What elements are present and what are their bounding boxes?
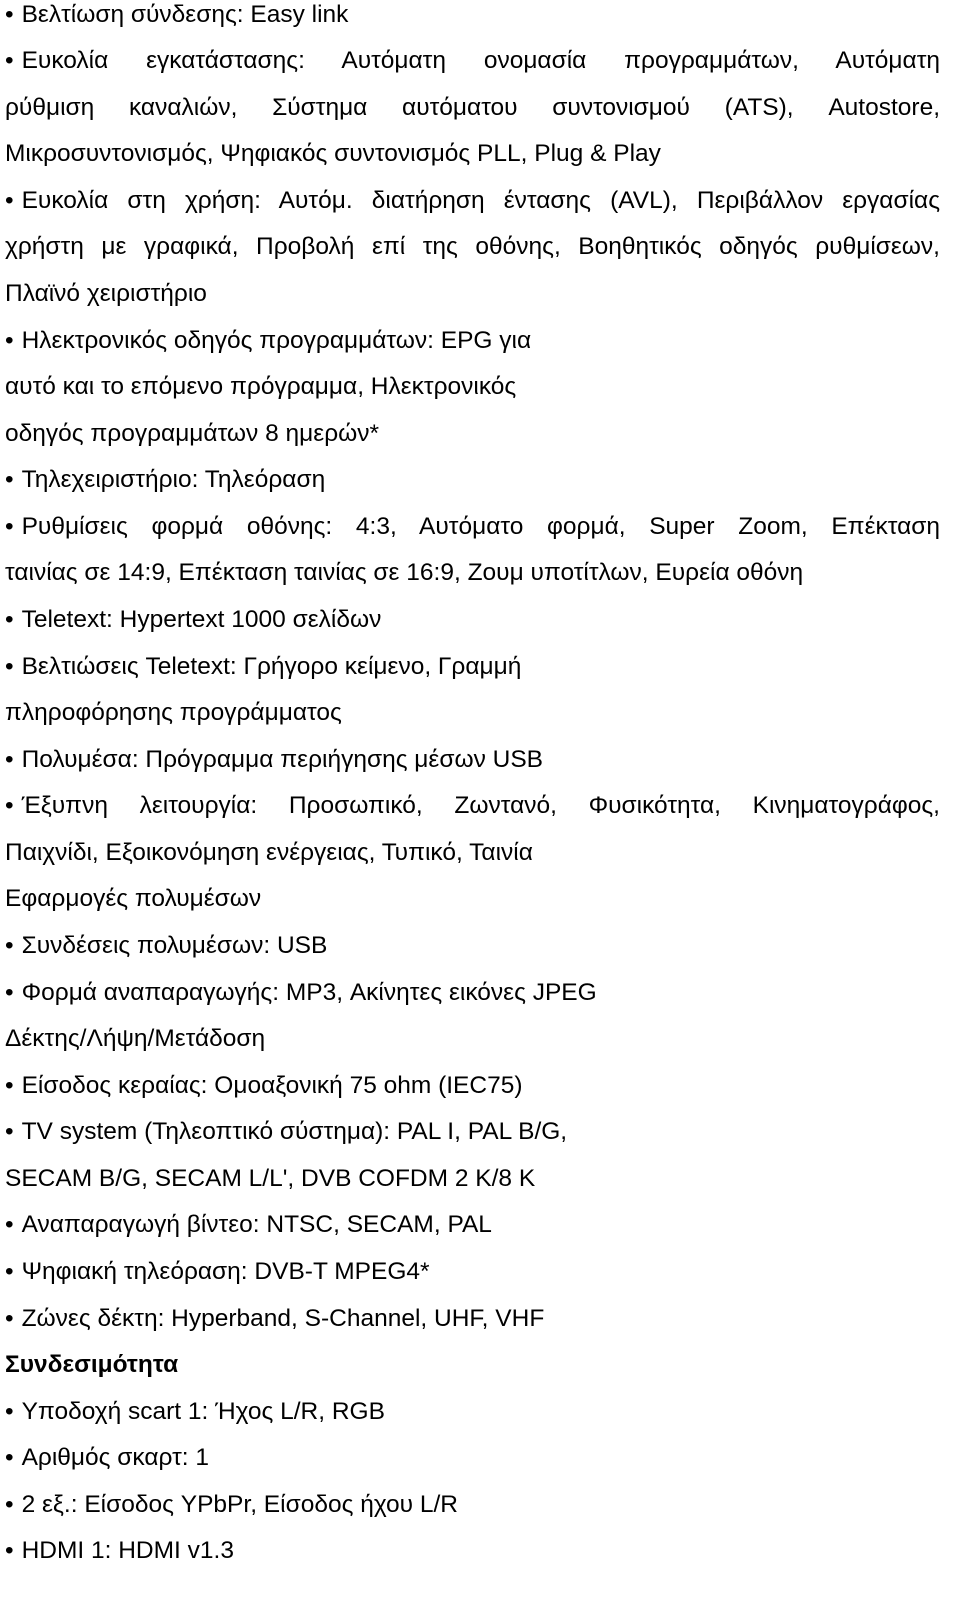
doc-line-24: • Είσοδος κεραίας: Ομοαξονική 75 ohm (IEC75)	[5, 1072, 523, 1099]
doc-line-31: • Υποδοχή scart 1: Ήχος L/R, RGB	[5, 1398, 385, 1425]
bullet: •	[5, 47, 14, 74]
bullet: •	[5, 1444, 14, 1471]
bullet: •	[5, 792, 14, 819]
bullet: •	[5, 653, 14, 680]
bullet: •	[5, 932, 14, 959]
doc-line-11: • Τηλεχειριστήριο: Τηλεόραση	[5, 466, 326, 493]
doc-line-28: • Ψηφιακή τηλεόραση: DVB-T MPEG4*	[5, 1258, 430, 1285]
bullet: •	[5, 466, 14, 493]
doc-line-29: • Ζώνες δέκτη: Hyperband, S-Channel, UHF, VHF	[5, 1305, 545, 1332]
doc-line-27: • Αναπαραγωγή βίντεο: NTSC, SECAM, PAL	[5, 1211, 492, 1238]
doc-line-17: • Πολυμέσα: Πρόγραμμα περιήγησης μέσων USB	[5, 746, 544, 773]
bullet: •	[5, 187, 14, 214]
doc-line-13: ταινίας σε 14:9, Επέκταση ταινίας σε 16:9, Ζουμ υποτίτλων, Ευρεία οθόνη	[5, 559, 804, 586]
doc-line-23: Δέκτης/Λήψη/Μετάδοση	[5, 1025, 266, 1052]
bullet: •	[5, 979, 14, 1006]
doc-line-32: • Αριθμός σκαρτ: 1	[5, 1444, 210, 1471]
doc-line-9: αυτό και το επόμενο πρόγραμμα, Ηλεκτρονικός	[5, 373, 517, 400]
doc-line-26: SECAM B/G, SECAM L/L', DVB COFDM 2 K/8 K	[5, 1165, 536, 1192]
doc-line-2: • Ευκολία εγκατάστασης: Αυτόματη ονομασία προγραμμάτων, Αυτόματη	[5, 47, 940, 74]
bullet: •	[5, 1, 14, 28]
doc-line-12: • Ρυθμίσεις φορμά οθόνης: 4:3, Αυτόματο φορμά, Super Zoom, Επέκταση	[5, 513, 940, 540]
doc-line-25: • TV system (Τηλεοπτικό σύστημα): PAL I, PAL B/G,	[5, 1118, 568, 1145]
bullet: •	[5, 513, 14, 540]
doc-line-7: Πλαϊνό χειριστήριο	[5, 280, 207, 307]
doc-line-6: χρήστη με γραφικά, Προβολή επί της οθόνης, Βοηθητικός οδηγός ρυθμίσεων,	[5, 233, 940, 260]
bullet: •	[5, 1305, 14, 1332]
doc-line-21: • Συνδέσεις πολυμέσων: USB	[5, 932, 328, 959]
doc-line-33: • 2 εξ.: Είσοδος YPbPr, Είσοδος ήχου L/R	[5, 1491, 458, 1518]
doc-line-10: οδηγός προγραμμάτων 8 ημερών*	[5, 420, 380, 447]
doc-line-18: • Έξυπνη λειτουργία: Προσωπικό, Ζωντανό, Φυσικότητα, Κινηματογράφος,	[5, 792, 940, 819]
doc-line-20: Εφαρμογές πολυμέσων	[5, 885, 262, 912]
doc-line-3: ρύθμιση καναλιών, Σύστημα αυτόματου συντονισμού (ATS), Autostore,	[5, 94, 940, 121]
bullet: •	[5, 1491, 14, 1518]
bullet: •	[5, 1072, 14, 1099]
bullet: •	[5, 1118, 14, 1145]
bullet: •	[5, 606, 14, 633]
bullet: •	[5, 1211, 14, 1238]
doc-line-19: Παιχνίδι, Εξοικονόμηση ενέργειας, Τυπικό, Ταινία	[5, 839, 533, 866]
doc-line-14: • Teletext: Hypertext 1000 σελίδων	[5, 606, 382, 633]
doc-line-8: • Ηλεκτρονικός οδηγός προγραμμάτων: EPG για	[5, 327, 532, 354]
doc-line-30-heading: Συνδεσιμότητα	[5, 1351, 179, 1378]
doc-line-16: πληροφόρησης προγράμματος	[5, 699, 342, 726]
bullet: •	[5, 327, 14, 354]
bullet: •	[5, 746, 14, 773]
bullet: •	[5, 1398, 14, 1425]
doc-line-34: • HDMI 1: HDMI v1.3	[5, 1537, 234, 1564]
doc-line-5: • Ευκολία στη χρήση: Αυτόμ. διατήρηση έντασης (AVL), Περιβάλλον εργασίας	[5, 187, 940, 214]
doc-line-1: • Βελτίωση σύνδεσης: Easy link	[5, 1, 349, 28]
doc-line-4: Μικροσυντονισμός, Ψηφιακός συντονισμός PLL, Plug & Play	[5, 140, 661, 167]
doc-line-22: • Φορμά αναπαραγωγής: MP3, Ακίνητες εικόνες JPEG	[5, 979, 597, 1006]
bullet: •	[5, 1258, 14, 1285]
bullet: •	[5, 1537, 14, 1564]
doc-line-15: • Βελτιώσεις Teletext: Γρήγορο κείμενο, Γραμμή	[5, 653, 522, 680]
